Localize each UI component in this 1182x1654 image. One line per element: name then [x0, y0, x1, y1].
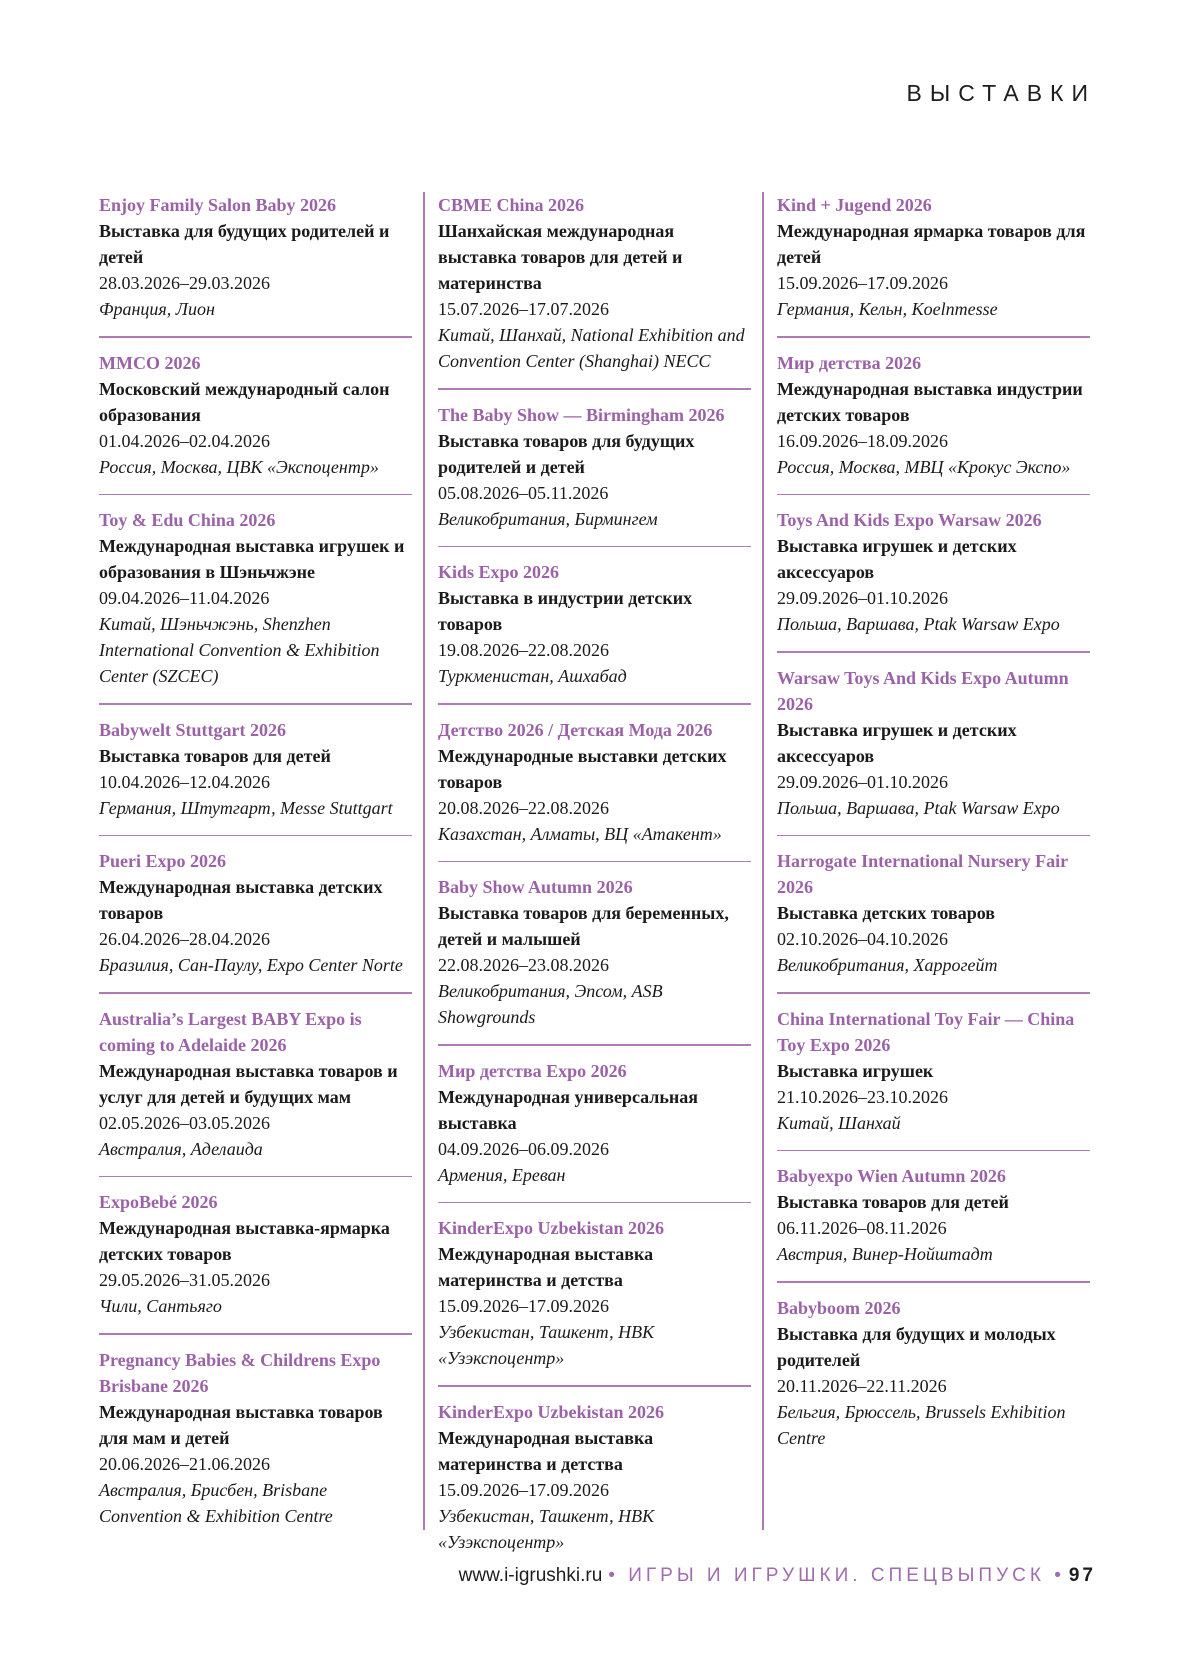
column-divider [762, 192, 764, 1530]
event-entry [438, 1215, 751, 1371]
event-location: Россия, Москва, ЦВК «Экспоцентр» [99, 456, 379, 477]
entry-separator [777, 1150, 1090, 1152]
event-title: Toys And Kids Expo Warsaw 2026 [777, 510, 1042, 530]
event-title: The Baby Show — Birmingham 2026 [438, 404, 725, 425]
event-description: Международная выставка детских товаров [99, 877, 383, 923]
event-dates: 01.04.2026–02.04.2026 [99, 430, 270, 451]
event-location: Казахстан, Алматы, ВЦ «Атакент» [438, 823, 722, 844]
event-location: Узбекистан, Ташкент, НВК «Узэкспоцентр» [438, 1322, 655, 1368]
event-dates: 02.10.2026–04.10.2026 [777, 929, 948, 949]
event-entry [99, 717, 412, 821]
event-dates: 02.05.2026–03.05.2026 [99, 1112, 270, 1133]
event-location: Китай, Шанхай [777, 1112, 901, 1133]
entry-separator [99, 835, 412, 837]
event-dates: 20.11.2026–22.11.2026 [777, 1375, 947, 1396]
event-description: Выставка детских товаров [777, 903, 995, 923]
event-title: KinderExpo Uzbekistan 2026 [438, 1218, 665, 1238]
event-description: Выставка в индустрии детских товаров [438, 588, 693, 634]
event-location: Туркменистан, Ашхабад [438, 666, 627, 686]
event-location: Бразилия, Сан-Паулу, Expo Center Norte [99, 955, 403, 975]
event-entry [99, 1189, 412, 1319]
section-title: ВЫСТАВКИ [906, 80, 1096, 106]
events-column-3 [777, 192, 1090, 1451]
event-title: Warsaw Toys And Kids Expo Autumn 2026 [777, 667, 1069, 714]
event-entry [777, 1295, 1090, 1451]
event-location: Великобритания, Харрогейт [777, 955, 998, 975]
event-entry [438, 1058, 751, 1188]
event-dates: 22.08.2026–23.08.2026 [438, 955, 609, 975]
event-dates: 29.09.2026–01.10.2026 [777, 588, 948, 608]
event-description: Шанхайская международная выставка товаров для детей и материнства [438, 221, 683, 293]
event-entry [777, 1163, 1090, 1267]
entry-separator [99, 992, 412, 994]
event-title: Kind + Jugend 2026 [777, 195, 932, 215]
event-entry [438, 402, 751, 532]
event-entry [438, 559, 751, 689]
event-location: Великобритания, Бирмингем [438, 508, 658, 529]
event-location: Австрия, Винер-Нойштадт [777, 1244, 993, 1264]
event-dates: 20.06.2026–21.06.2026 [99, 1453, 270, 1474]
event-title: Pueri Expo 2026 [99, 851, 227, 871]
event-location: Германия, Кельн, Koelnmesse [777, 299, 998, 319]
event-description: Международная выставка материнства и детства [438, 1427, 654, 1474]
event-location: Польша, Варшава, Ptak Warsaw Expo [777, 614, 1060, 634]
event-entry [99, 507, 412, 689]
event-entry [99, 1006, 412, 1162]
event-dates: 16.09.2026–18.09.2026 [777, 430, 948, 451]
event-title: Kids Expo 2026 [438, 562, 560, 582]
event-title: Toy & Edu China 2026 [99, 510, 276, 530]
event-description: Выставка игрушек и детских аксессуаров [777, 719, 1017, 766]
event-title: MMCO 2026 [99, 352, 201, 373]
event-entry [438, 192, 751, 374]
event-dates: 28.03.2026–29.03.2026 [99, 273, 270, 293]
entry-separator [777, 336, 1090, 338]
footer-magazine-name: • ИГРЫ И ИГРУШКИ. СПЕЦВЫПУСК • [608, 1565, 1065, 1586]
event-dates: 09.04.2026–11.04.2026 [99, 588, 270, 608]
event-location: Франция, Лион [99, 299, 215, 319]
entry-separator [438, 388, 751, 390]
events-column-1 [99, 192, 412, 1529]
event-description: Международная выставка товаров для мам и детей [99, 1401, 383, 1448]
event-title: Pregnancy Babies & Childrens Expo Brisbane 2026 [99, 1349, 381, 1396]
event-location: Армения, Ереван [438, 1164, 566, 1185]
entry-separator [777, 651, 1090, 653]
event-description: Выставка для будущих родителей и детей [99, 221, 390, 267]
entry-separator [99, 1176, 412, 1178]
event-description: Выставка игрушек [777, 1060, 934, 1081]
event-entry [438, 874, 751, 1030]
event-dates: 15.07.2026–17.07.2026 [438, 299, 609, 319]
event-description: Выставка товаров для будущих родителей и детей [438, 430, 695, 477]
event-dates: 15.09.2026–17.09.2026 [438, 1296, 609, 1316]
event-location: Россия, Москва, МВЦ «Крокус Экспо» [777, 456, 1071, 477]
event-title: KinderExpo Uzbekistan 2026 [438, 1401, 665, 1422]
event-title: Baby Show Autumn 2026 [438, 877, 633, 897]
event-entry [99, 1347, 412, 1529]
event-entry [777, 665, 1090, 821]
event-description: Выставка для будущих и молодых родителей [777, 1323, 1056, 1370]
page-number: 97 [1068, 1565, 1096, 1586]
page-footer [459, 1565, 1096, 1587]
event-dates: 15.09.2026–17.09.2026 [438, 1479, 609, 1500]
event-title: Babyboom 2026 [777, 1297, 901, 1318]
footer-url[interactable]: www.i-igrushki.ru [458, 1565, 603, 1586]
event-dates: 15.09.2026–17.09.2026 [777, 273, 948, 293]
event-entry [99, 192, 412, 322]
event-entry [438, 717, 751, 847]
event-dates: 04.09.2026–06.09.2026 [438, 1138, 609, 1159]
entry-separator [438, 703, 751, 705]
column-divider [423, 192, 425, 1530]
entry-separator [438, 1202, 751, 1204]
event-entry [99, 350, 412, 480]
event-title: Мир детства 2026 [777, 352, 922, 373]
event-location: Китай, Шанхай, National Exhibition and Convention Center (Shanghai) NECC [438, 325, 745, 371]
event-dates: 05.08.2026–05.11.2026 [438, 482, 609, 503]
event-title: Harrogate International Nursery Fair 2026 [777, 851, 1068, 897]
event-location: Австралия, Брисбен, Brisbane Convention & Exhibition Centre [99, 1479, 333, 1526]
event-description: Московский международный салон образования [99, 378, 390, 425]
event-title: Детство 2026 / Детская Мода 2026 [438, 719, 713, 740]
event-description: Международная выставка игрушек и образования в Шэньчжэне [99, 536, 405, 582]
event-location: Чили, Сантьяго [99, 1296, 222, 1316]
event-entry [777, 350, 1090, 480]
event-location: Великобритания, Эпсом, ASB Showgrounds [438, 981, 663, 1027]
event-dates: 06.11.2026–08.11.2026 [777, 1218, 947, 1238]
entry-separator [438, 1044, 751, 1046]
event-description: Международная выставка товаров и услуг для детей и будущих мам [99, 1060, 398, 1107]
event-title: Мир детства Expo 2026 [438, 1060, 627, 1081]
entry-separator [99, 703, 412, 705]
event-title: China International Toy Fair — China Toy Expo 2026 [777, 1008, 1075, 1055]
entry-separator [438, 861, 751, 863]
event-description: Выставка товаров для детей [99, 745, 331, 766]
event-description: Международная универсальная выставка [438, 1086, 699, 1133]
event-description: Международная выставка индустрии детских товаров [777, 378, 1083, 425]
entry-separator [777, 494, 1090, 496]
event-title: Babyexpo Wien Autumn 2026 [777, 1166, 1006, 1186]
event-dates: 26.04.2026–28.04.2026 [99, 929, 270, 949]
event-title: Australia’s Largest BABY Expo is coming to Adelaide 2026 [99, 1008, 362, 1055]
event-dates: 10.04.2026–12.04.2026 [99, 771, 270, 792]
event-description: Выставка товаров для детей [777, 1192, 1009, 1212]
event-location: Германия, Штутгарт, Messe Stuttgart [99, 797, 393, 818]
entry-separator [777, 992, 1090, 994]
event-entry [777, 1006, 1090, 1136]
entry-separator [99, 336, 412, 338]
event-dates: 21.10.2026–23.10.2026 [777, 1086, 948, 1107]
event-description: Международные выставки детских товаров [438, 745, 727, 792]
event-dates: 29.05.2026–31.05.2026 [99, 1270, 270, 1290]
event-entry [777, 507, 1090, 637]
event-dates: 19.08.2026–22.08.2026 [438, 640, 609, 660]
event-entry [777, 192, 1090, 322]
event-entry [438, 1399, 751, 1555]
event-title: Enjoy Family Salon Baby 2026 [99, 195, 337, 215]
event-title: CBME China 2026 [438, 195, 585, 215]
entry-separator [777, 1281, 1090, 1283]
event-entry [99, 848, 412, 978]
entry-separator [99, 1333, 412, 1335]
event-entry [777, 848, 1090, 978]
event-dates: 29.09.2026–01.10.2026 [777, 771, 948, 792]
event-location: Узбекистан, Ташкент, НВК «Узэкспоцентр» [438, 1505, 655, 1552]
event-description: Международная выставка материнства и детства [438, 1244, 654, 1290]
event-title: Babywelt Stuttgart 2026 [99, 719, 286, 740]
event-description: Выставка товаров для беременных, детей и малышей [438, 903, 729, 949]
event-description: Выставка игрушек и детских аксессуаров [777, 536, 1017, 582]
event-location: Китай, Шэньчжэнь, Shenzhen International Convention & Exhibition Center (SZCEC) [99, 614, 380, 686]
entry-separator [438, 1385, 751, 1387]
entry-separator [99, 494, 412, 496]
entry-separator [777, 835, 1090, 837]
events-column-2 [438, 192, 751, 1555]
event-location: Австралия, Аделаида [99, 1138, 263, 1159]
event-location: Бельгия, Брюссель, Brussels Exhibition Centre [777, 1401, 1066, 1448]
event-dates: 20.08.2026–22.08.2026 [438, 797, 609, 818]
event-description: Международная выставка-ярмарка детских товаров [99, 1218, 390, 1264]
entry-separator [438, 546, 751, 548]
event-location: Польша, Варшава, Ptak Warsaw Expo [777, 797, 1060, 818]
event-title: ExpoBebé 2026 [99, 1192, 218, 1212]
event-description: Международная ярмарка товаров для детей [777, 221, 1086, 267]
